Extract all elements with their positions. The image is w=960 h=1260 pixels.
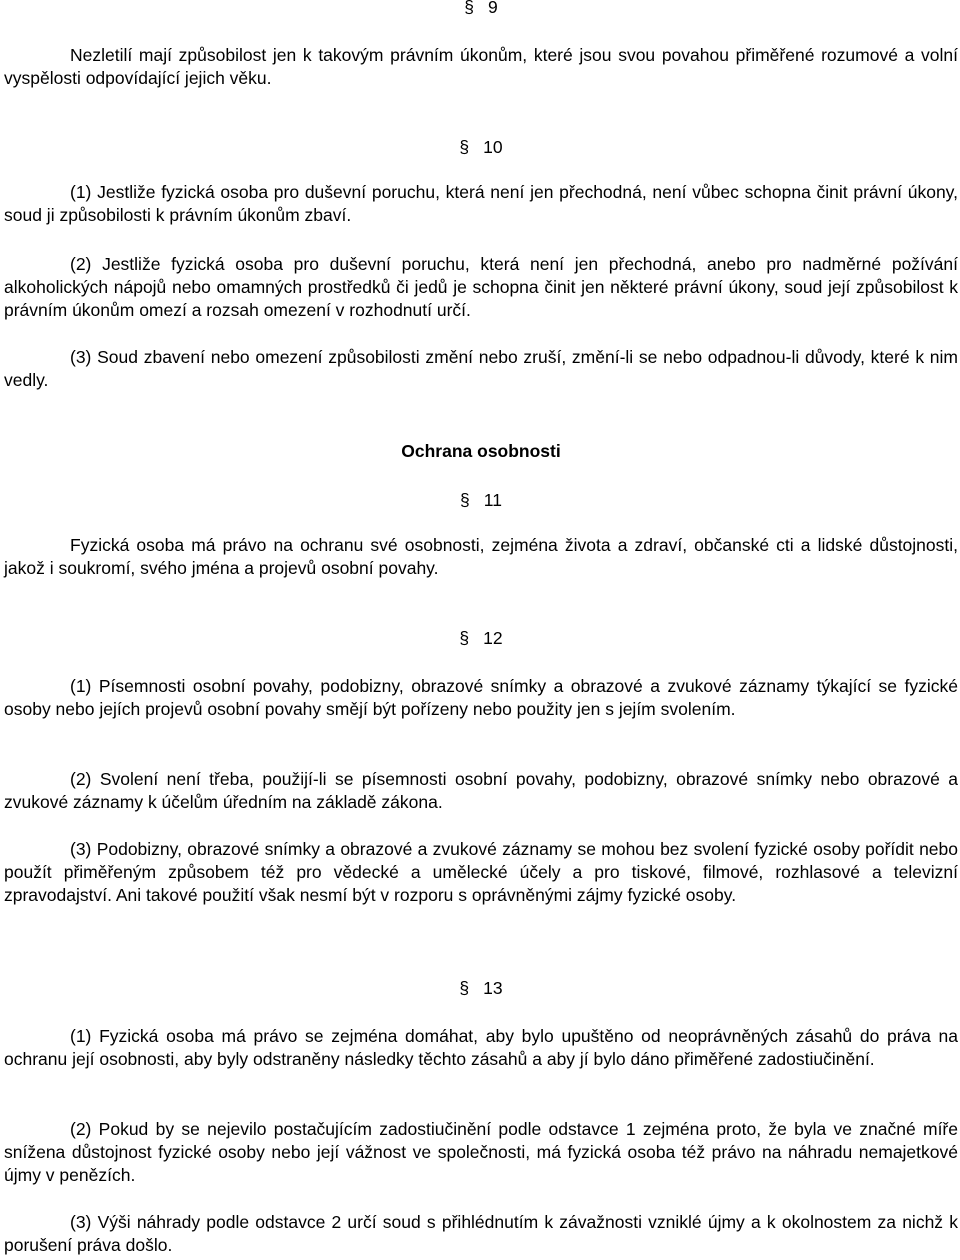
- section-symbol: §: [460, 490, 470, 510]
- paragraph-12-3: (3) Podobizny, obrazové snímky a obrazové a zvukové záznamy se mohou bez svolení fyzické osoby pořídit nebo použít přiměřeným způsobem též pro vědecké a umělecké účely a pro tiskové, filmové, rozhlasové a televizní zpravodajství. Ani takové použití však nesmí být v rozporu s oprávněnými zájmy fyzické osoby.: [4, 839, 958, 906]
- section-number: 11: [483, 490, 502, 510]
- paragraph-12-2: (2) Svolení není třeba, použijí-li se písemnosti osobní povahy, podobizny, obrazové snímky nebo obrazové a zvukové záznamy k účelům úředním na základě zákona.: [4, 769, 958, 813]
- section-11-heading: [4, 489, 958, 511]
- paragraph-11: Fyzická osoba má právo na ochranu své osobnosti, zejména života a zdraví, občanské cti a lidské důstojnosti, jakož i soukromí, svého jména a projevů osobní povahy.: [4, 535, 958, 579]
- section-13-heading: [4, 977, 958, 999]
- section-number: 10: [483, 137, 503, 157]
- section-9-heading: [4, 0, 958, 18]
- section-symbol: §: [459, 978, 470, 998]
- section-symbol: §: [459, 628, 470, 648]
- section-symbol: §: [459, 137, 470, 157]
- paragraph-13-1: (1) Fyzická osoba má právo se zejména domáhat, aby bylo upuštěno od neoprávněných zásahů do práva na ochranu její osobnosti, aby byly odstraněny následky těchto zásahů a aby jí bylo dáno přiměřené zadostiučinění.: [4, 1026, 958, 1070]
- section-number: 9: [488, 0, 498, 17]
- section-symbol: §: [464, 0, 474, 17]
- heading-ochrana-osobnosti: Ochrana osobnosti: [401, 441, 561, 461]
- section-number: 13: [483, 978, 503, 998]
- section-10-heading: [4, 136, 958, 158]
- paragraph-10-2: (2) Jestliže fyzická osoba pro duševní poruchu, která není jen přechodná, anebo pro nadměrné požívání alkoholických nápojů nebo omamných prostředků či jedů je schopna činit jen některé právní úkony, soud její způsobilost k právním úkonům omezí a rozsah omezení v rozhodnutí určí.: [4, 254, 958, 321]
- paragraph-10-1: (1) Jestliže fyzická osoba pro duševní poruchu, která není jen přechodná, není vůbec schopna činit právní úkony, soud ji způsobilosti k právním úkonům zbaví.: [4, 182, 958, 226]
- section-12-heading: [4, 627, 958, 649]
- paragraph-12-1: (1) Písemnosti osobní povahy, podobizny, obrazové snímky a obrazové a zvukové záznamy týkající se fyzické osoby nebo jejích projevů osobní povahy smějí být pořízeny nebo použity jen s jejím svolením.: [4, 676, 958, 720]
- section-number: 12: [483, 628, 503, 648]
- paragraph-13-3: (3) Výši náhrady podle odstavce 2 určí soud s přihlédnutím k závažnosti vzniklé újmy a k okolnostem za nichž k porušení práva došlo.: [4, 1212, 958, 1256]
- paragraph-9: Nezletilí mají způsobilost jen k takovým právním úkonům, které jsou svou povahou přiměřené rozumové a volní vyspělosti odpovídající jejich věku.: [4, 45, 958, 89]
- paragraph-13-2: (2) Pokud by se nejevilo postačujícím zadostiučinění podle odstavce 1 zejména proto, že byla ve značné míře snížena důstojnost fyzické osoby nebo její vážnost ve společnosti, má fyzická osoba též právo na náhradu nemajetkové újmy v penězích.: [4, 1119, 958, 1186]
- paragraph-10-3: (3) Soud zbavení nebo omezení způsobilosti změní nebo zruší, změní-li se nebo odpadnou-li důvody, které k nim vedly.: [4, 347, 958, 391]
